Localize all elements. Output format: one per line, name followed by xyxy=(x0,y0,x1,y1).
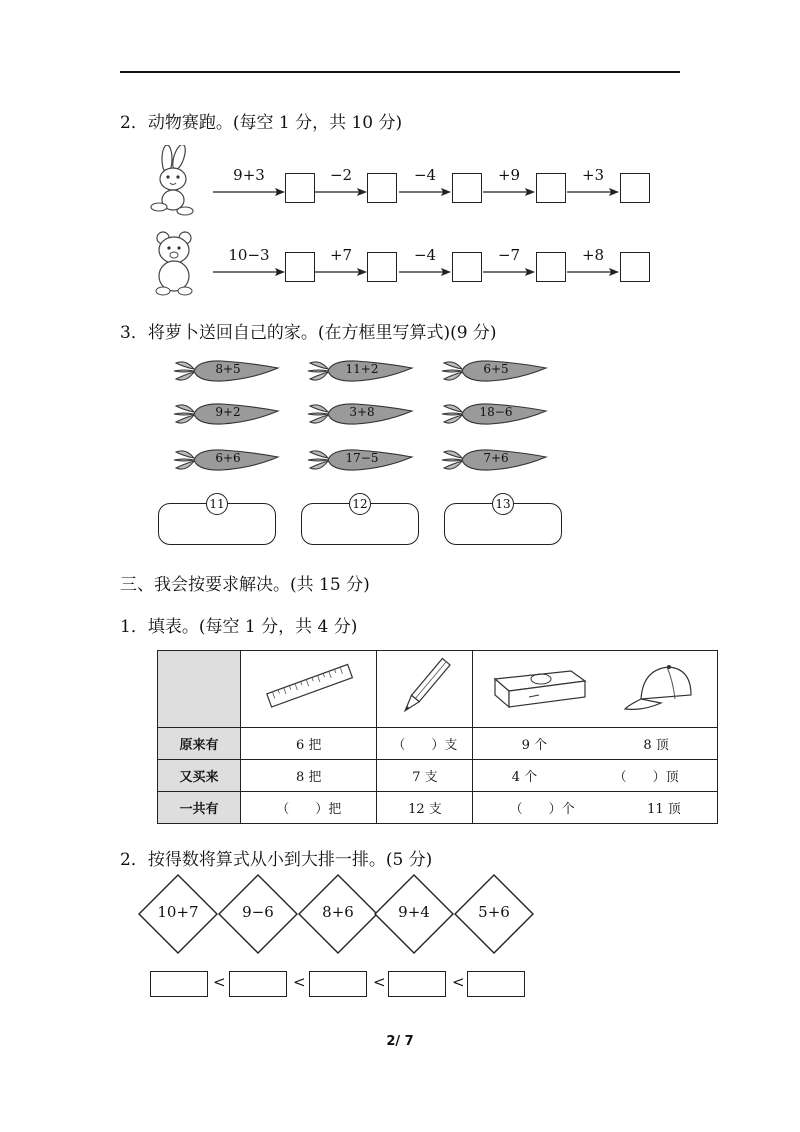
q3-title: 3．将萝卜送回自己的家。(在方框里写算式)(9 分) xyxy=(120,323,497,343)
order-answer-box[interactable] xyxy=(229,971,287,997)
house-13[interactable] xyxy=(444,493,564,547)
cell: 9 个 xyxy=(521,738,547,753)
diamond-expr: 5+6 xyxy=(454,874,534,954)
section-3-title: 三、我会按要求解决。(共 15 分) xyxy=(120,575,370,595)
cell: 7 支 xyxy=(377,760,473,792)
carrot-icon[interactable]: 3+8 xyxy=(306,400,416,428)
answer-box[interactable] xyxy=(367,252,397,282)
house-12[interactable] xyxy=(301,493,421,547)
cell: 8 把 xyxy=(241,760,377,792)
rabbit-op-5: +3 xyxy=(581,166,605,184)
answer-box[interactable] xyxy=(452,173,482,203)
cell: 12 支 xyxy=(377,792,473,824)
less-than-sign: < xyxy=(452,973,465,991)
carrot-icon[interactable]: 17−5 xyxy=(306,446,416,474)
answer-box[interactable] xyxy=(452,252,482,282)
carrot-icon[interactable]: 7+6 xyxy=(440,446,550,474)
answer-box[interactable] xyxy=(620,173,650,203)
order-answer-box[interactable] xyxy=(150,971,208,997)
answer-cell[interactable]: （ ）个 xyxy=(509,802,575,817)
less-than-sign: < xyxy=(213,973,226,991)
bear-op-5: +8 xyxy=(581,246,605,264)
pencil-box-icon xyxy=(489,659,589,715)
diamond-expr: 10+7 xyxy=(138,874,218,954)
answer-box[interactable] xyxy=(536,252,566,282)
top-rule xyxy=(120,71,680,73)
rabbit-race-row xyxy=(145,145,665,215)
answer-cell[interactable]: （ ）把 xyxy=(241,792,377,824)
bear-op-1: 10−3 xyxy=(228,246,270,264)
rabbit-icon xyxy=(145,145,205,215)
bear-op-3: −4 xyxy=(413,246,437,264)
answer-cell[interactable]: （ ）支 xyxy=(377,728,473,760)
row-label-total: 一共有 xyxy=(158,792,241,824)
pencil-cell xyxy=(377,651,473,728)
diamond-expr: 8+6 xyxy=(298,874,378,954)
bear-race-row xyxy=(145,228,665,298)
ruler-icon xyxy=(259,659,359,715)
order-answer-box[interactable] xyxy=(467,971,525,997)
answer-box[interactable] xyxy=(536,173,566,203)
rabbit-op-4: +9 xyxy=(497,166,521,184)
bear-op-2: +7 xyxy=(329,246,353,264)
cell: 4 个 xyxy=(511,770,538,785)
bear-op-4: −7 xyxy=(497,246,521,264)
table-question-title: 1．填表。(每空 1 分，共 4 分) xyxy=(120,617,358,637)
carrot-icon[interactable]: 8+5 xyxy=(172,357,282,385)
answer-box[interactable] xyxy=(285,252,315,282)
carrot-icon[interactable]: 6+5 xyxy=(440,357,550,385)
answer-box[interactable] xyxy=(285,173,315,203)
fill-table xyxy=(157,650,718,824)
q2-title: 2．动物赛跑。(每空 1 分，共 10 分) xyxy=(120,113,403,133)
row-label-bought: 又买来 xyxy=(158,760,241,792)
house-number: 11 xyxy=(206,493,228,515)
bear-icon xyxy=(145,228,205,298)
cap-icon xyxy=(621,659,701,719)
answer-box[interactable] xyxy=(620,252,650,282)
house-number: 12 xyxy=(349,493,371,515)
diamond-expr: 9−6 xyxy=(218,874,298,954)
house-11[interactable] xyxy=(158,493,278,547)
house-number: 13 xyxy=(492,493,514,515)
less-than-sign: < xyxy=(293,973,306,991)
answer-box[interactable] xyxy=(367,173,397,203)
carrot-icon[interactable]: 6+6 xyxy=(172,446,282,474)
table-corner xyxy=(158,651,241,728)
order-question-title: 2．按得数将算式从小到大排一排。(5 分) xyxy=(120,850,433,870)
carrot-icon[interactable]: 9+2 xyxy=(172,400,282,428)
diamond-expr: 9+4 xyxy=(374,874,454,954)
cell: 8 顶 xyxy=(643,738,669,753)
page-number: 2/ 7 xyxy=(386,1034,414,1049)
less-than-sign: < xyxy=(373,973,386,991)
ruler-cell xyxy=(241,651,377,728)
rabbit-op-1: 9+3 xyxy=(233,166,265,184)
order-answer-box[interactable] xyxy=(309,971,367,997)
cell: 6 把 xyxy=(241,728,377,760)
row-label-original: 原来有 xyxy=(158,728,241,760)
box-cap-cell xyxy=(473,651,718,728)
rabbit-op-3: −4 xyxy=(413,166,437,184)
answer-cell[interactable]: （ ）顶 xyxy=(613,770,679,785)
carrot-icon[interactable]: 11+2 xyxy=(306,357,416,385)
order-answer-box[interactable] xyxy=(388,971,446,997)
rabbit-op-2: −2 xyxy=(329,166,353,184)
carrot-icon[interactable]: 18−6 xyxy=(440,400,550,428)
cell: 11 顶 xyxy=(647,802,681,817)
pencil-icon xyxy=(390,652,460,722)
